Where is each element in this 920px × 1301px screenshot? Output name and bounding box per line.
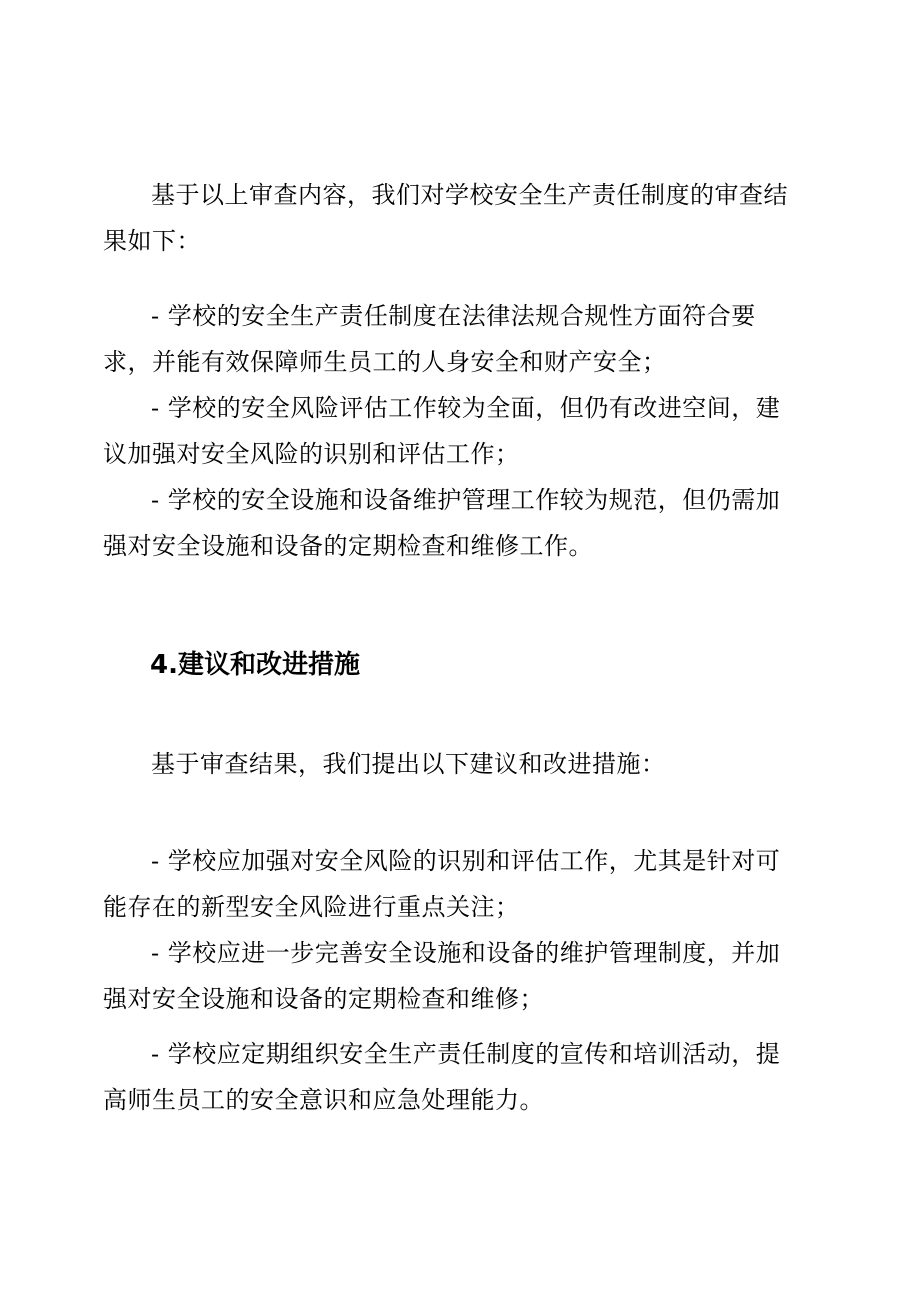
recommendation-item-3: - 学校应定期组织安全生产责任制度的宣传和培训活动，提高师生员工的安全意识和应急处理能力。 [103,1040,781,1114]
finding-item-2: - 学校的安全风险评估工作较为全面，但仍有改进空间，建议加强对安全风险的识别和评估工作； [103,394,781,468]
finding-item-1: - 学校的安全生产责任制度在法律法规合规性方面符合要求，并能有效保障师生员工的人身安全和财产安全； [103,302,756,376]
section-heading: 4.建议和改进措施 [150,650,360,680]
intro-paragraph: 基于以上审查内容，我们对学校安全生产责任制度的审查结果如下： [103,181,788,255]
recommendation-item-2: - 学校应进一步完善安全设施和设备的维护管理制度，并加强对安全设施和设备的定期检查和维修； [103,939,781,1013]
finding-item-3: - 学校的安全设施和设备维护管理工作较为规范，但仍需加强对安全设施和设备的定期检查和维修工作。 [103,486,781,560]
recommendations-intro: 基于审查结果，我们提出以下建议和改进措施： [151,750,666,778]
recommendation-item-1: - 学校应加强对安全风险的识别和评估工作，尤其是针对可能存在的新型安全风险进行重点关注； [103,847,781,921]
